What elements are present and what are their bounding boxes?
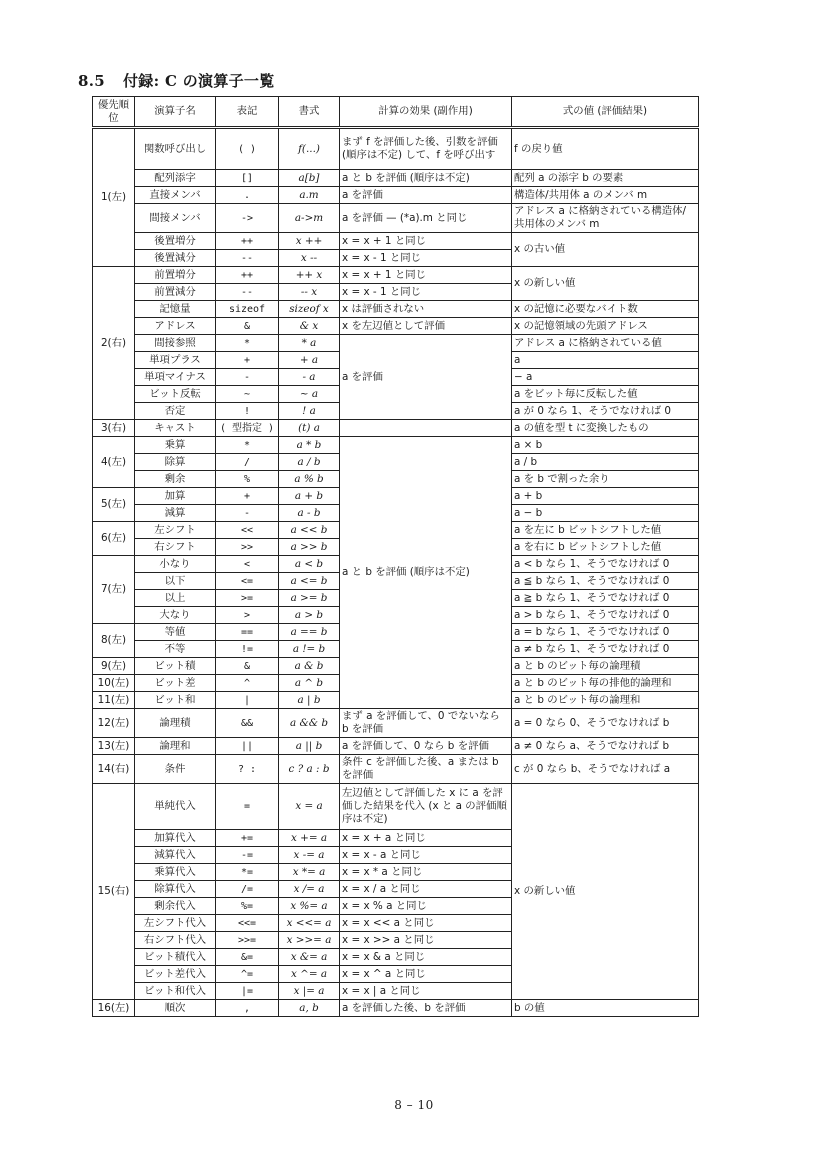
operator-form-cell: x *= a bbox=[279, 864, 340, 881]
operator-name-cell: ビット和代入 bbox=[135, 983, 216, 1000]
operator-name-cell: 等値 bbox=[135, 624, 216, 641]
table-row bbox=[93, 170, 699, 187]
section-title: 付録: C の演算子一覧 bbox=[123, 72, 275, 90]
operator-form-cell: a & b bbox=[279, 658, 340, 675]
operator-form-cell: sizeof x bbox=[279, 301, 340, 318]
operator-symbol-cell: -- bbox=[216, 250, 279, 267]
effect-cell: x は評価されない bbox=[340, 301, 512, 318]
value-cell: a を b で割った余り bbox=[512, 471, 699, 488]
operator-name-cell: ビット差 bbox=[135, 675, 216, 692]
value-cell: a ≠ 0 なら a、そうでなければ b bbox=[512, 738, 699, 755]
effect-cell: a と b を評価 (順序は不定) bbox=[340, 170, 512, 187]
value-cell: a と b のビット毎の論理和 bbox=[512, 692, 699, 709]
operator-form-cell: ~ a bbox=[279, 386, 340, 403]
value-cell: c が 0 なら b、そうでなければ a bbox=[512, 755, 699, 784]
value-cell: x の新しい値 bbox=[512, 784, 699, 1000]
table-row bbox=[93, 187, 699, 204]
operator-name-cell: 前置減分 bbox=[135, 284, 216, 301]
table-row bbox=[93, 301, 699, 318]
operator-form-cell: * a bbox=[279, 335, 340, 352]
operator-form-cell: a || b bbox=[279, 738, 340, 755]
operator-name-cell: 単純代入 bbox=[135, 784, 216, 830]
operator-form-cell: a << b bbox=[279, 522, 340, 539]
effect-cell: a を評価して、0 なら b を評価 bbox=[340, 738, 512, 755]
operator-form-cell: a >> b bbox=[279, 539, 340, 556]
operator-symbol-cell: ^ bbox=[216, 675, 279, 692]
operator-symbol-cell: & bbox=[216, 318, 279, 335]
operator-name-cell: 配列添字 bbox=[135, 170, 216, 187]
operator-form-cell: a * b bbox=[279, 437, 340, 454]
operator-symbol-cell: &= bbox=[216, 949, 279, 966]
value-cell: a < b なら 1、そうでなければ 0 bbox=[512, 556, 699, 573]
operator-symbol-cell: , bbox=[216, 1000, 279, 1017]
effect-cell: a を評価した後、b を評価 bbox=[340, 1000, 512, 1017]
operator-name-cell: 後置減分 bbox=[135, 250, 216, 267]
effect-cell: a を評価 bbox=[340, 187, 512, 204]
operator-form-cell: x |= a bbox=[279, 983, 340, 1000]
effect-cell: x = x + a と同じ bbox=[340, 830, 512, 847]
precedence-cell: 7(左) bbox=[93, 556, 135, 624]
effect-cell: a を評価 — (*a).m と同じ bbox=[340, 204, 512, 233]
operator-symbol-cell: * bbox=[216, 437, 279, 454]
table-row bbox=[93, 709, 699, 738]
operator-form-cell: x >>= a bbox=[279, 932, 340, 949]
value-cell: a + b bbox=[512, 488, 699, 505]
operator-name-cell: 関数呼び出し bbox=[135, 128, 216, 170]
precedence-cell: 5(左) bbox=[93, 488, 135, 522]
operator-form-cell: a >= b bbox=[279, 590, 340, 607]
operator-form-cell: a + b bbox=[279, 488, 340, 505]
operator-name-cell: アドレス bbox=[135, 318, 216, 335]
value-cell: x の記憶に必要なバイト数 bbox=[512, 301, 699, 318]
value-cell: a = 0 なら 0、そうでなければ b bbox=[512, 709, 699, 738]
value-cell: a を右に b ビットシフトした値 bbox=[512, 539, 699, 556]
operator-symbol-cell: += bbox=[216, 830, 279, 847]
operator-symbol-cell: != bbox=[216, 641, 279, 658]
operator-name-cell: 前置増分 bbox=[135, 267, 216, 284]
operator-name-cell: 左シフト代入 bbox=[135, 915, 216, 932]
effect-cell: x = x + 1 と同じ bbox=[340, 233, 512, 250]
operator-name-cell: ビット積代入 bbox=[135, 949, 216, 966]
table-row bbox=[93, 1000, 699, 1017]
operator-name-cell: 減算 bbox=[135, 505, 216, 522]
table-row bbox=[93, 784, 699, 830]
operator-name-cell: 大なり bbox=[135, 607, 216, 624]
operator-symbol-cell: ( ) bbox=[216, 128, 279, 170]
effect-cell: x = x * a と同じ bbox=[340, 864, 512, 881]
operator-form-cell: - a bbox=[279, 369, 340, 386]
precedence-cell: 2(右) bbox=[93, 267, 135, 420]
operator-name-cell: キャスト bbox=[135, 420, 216, 437]
operator-form-cell: (t) a bbox=[279, 420, 340, 437]
effect-cell: まず a を評価して、0 でないなら b を評価 bbox=[340, 709, 512, 738]
operator-name-cell: 左シフト bbox=[135, 522, 216, 539]
precedence-cell: 4(左) bbox=[93, 437, 135, 488]
operator-symbol-cell: - bbox=[216, 505, 279, 522]
operator-name-cell: 右シフト bbox=[135, 539, 216, 556]
operator-symbol-cell: /= bbox=[216, 881, 279, 898]
operator-symbol-cell: || bbox=[216, 738, 279, 755]
operator-form-cell: a > b bbox=[279, 607, 340, 624]
operator-name-cell: 剰余代入 bbox=[135, 898, 216, 915]
operator-form-cell: a.m bbox=[279, 187, 340, 204]
operator-form-cell: x <<= a bbox=[279, 915, 340, 932]
operator-symbol-cell: - bbox=[216, 369, 279, 386]
operator-form-cell: a != b bbox=[279, 641, 340, 658]
operator-symbol-cell: *= bbox=[216, 864, 279, 881]
value-cell: a が 0 なら 1、そうでなければ 0 bbox=[512, 403, 699, 420]
operator-table bbox=[92, 96, 699, 1017]
operator-name-cell: 以上 bbox=[135, 590, 216, 607]
operator-name-cell: 右シフト代入 bbox=[135, 932, 216, 949]
effect-cell: x = x % a と同じ bbox=[340, 898, 512, 915]
operator-symbol-cell: -= bbox=[216, 847, 279, 864]
operator-form-cell: + a bbox=[279, 352, 340, 369]
operator-symbol-cell: + bbox=[216, 488, 279, 505]
header-symbol: 表記 bbox=[216, 97, 279, 128]
operator-symbol-cell: >>= bbox=[216, 932, 279, 949]
value-cell: b の値 bbox=[512, 1000, 699, 1017]
value-cell: a ≦ b なら 1、そうでなければ 0 bbox=[512, 573, 699, 590]
operator-symbol-cell: ~ bbox=[216, 386, 279, 403]
effect-cell bbox=[340, 420, 512, 437]
operator-name-cell: 否定 bbox=[135, 403, 216, 420]
effect-cell: 条件 c を評価した後、a または b を評価 bbox=[340, 755, 512, 784]
table-row bbox=[93, 335, 699, 352]
operator-name-cell: ビット差代入 bbox=[135, 966, 216, 983]
value-cell: f の戻り値 bbox=[512, 128, 699, 170]
operator-form-cell: a <= b bbox=[279, 573, 340, 590]
header-precedence: 優先順位 bbox=[93, 97, 135, 128]
operator-name-cell: 単項マイナス bbox=[135, 369, 216, 386]
operator-symbol-cell: ( 型指定 ) bbox=[216, 420, 279, 437]
precedence-cell: 6(左) bbox=[93, 522, 135, 556]
operator-symbol-cell: % bbox=[216, 471, 279, 488]
table-row bbox=[93, 128, 699, 170]
table-row bbox=[93, 318, 699, 335]
header-value: 式の値 (評価結果) bbox=[512, 97, 699, 128]
operator-symbol-cell: = bbox=[216, 784, 279, 830]
effect-cell: x = x << a と同じ bbox=[340, 915, 512, 932]
page-number: 8 – 10 bbox=[394, 1098, 434, 1112]
operator-form-cell: f(...) bbox=[279, 128, 340, 170]
operator-form-cell: -- x bbox=[279, 284, 340, 301]
value-cell: 構造体/共用体 a のメンバ m bbox=[512, 187, 699, 204]
operator-form-cell: x = a bbox=[279, 784, 340, 830]
effect-cell: x = x ^ a と同じ bbox=[340, 966, 512, 983]
operator-name-cell: 間接メンバ bbox=[135, 204, 216, 233]
value-cell: 配列 a の添字 b の要素 bbox=[512, 170, 699, 187]
value-cell: アドレス a に格納されている値 bbox=[512, 335, 699, 352]
operator-form-cell: x -= a bbox=[279, 847, 340, 864]
value-cell: a × b bbox=[512, 437, 699, 454]
operator-name-cell: 加算 bbox=[135, 488, 216, 505]
operator-name-cell: 乗算代入 bbox=[135, 864, 216, 881]
operator-symbol-cell: [] bbox=[216, 170, 279, 187]
operator-form-cell: a - b bbox=[279, 505, 340, 522]
operator-name-cell: ビット和 bbox=[135, 692, 216, 709]
table-row bbox=[93, 755, 699, 784]
operator-form-cell: x %= a bbox=[279, 898, 340, 915]
precedence-cell: 11(左) bbox=[93, 692, 135, 709]
table-row bbox=[93, 233, 699, 250]
table-row bbox=[93, 267, 699, 284]
operator-form-cell: x /= a bbox=[279, 881, 340, 898]
effect-cell: x = x | a と同じ bbox=[340, 983, 512, 1000]
effect-cell: x = x + 1 と同じ bbox=[340, 267, 512, 284]
operator-name-cell: 直接メンバ bbox=[135, 187, 216, 204]
operator-name-cell: ビット反転 bbox=[135, 386, 216, 403]
operator-name-cell: 剰余 bbox=[135, 471, 216, 488]
operator-name-cell: 後置増分 bbox=[135, 233, 216, 250]
operator-name-cell: 除算代入 bbox=[135, 881, 216, 898]
operator-form-cell: x += a bbox=[279, 830, 340, 847]
operator-name-cell: ビット積 bbox=[135, 658, 216, 675]
operator-name-cell: 以下 bbox=[135, 573, 216, 590]
operator-form-cell: x &= a bbox=[279, 949, 340, 966]
precedence-cell: 13(左) bbox=[93, 738, 135, 755]
operator-symbol-cell: ^= bbox=[216, 966, 279, 983]
operator-name-cell: 単項プラス bbox=[135, 352, 216, 369]
precedence-cell: 3(右) bbox=[93, 420, 135, 437]
value-cell: a / b bbox=[512, 454, 699, 471]
operator-form-cell: a == b bbox=[279, 624, 340, 641]
operator-symbol-cell: < bbox=[216, 556, 279, 573]
table-header-row bbox=[93, 97, 699, 128]
operator-form-cell: a && b bbox=[279, 709, 340, 738]
operator-name-cell: 減算代入 bbox=[135, 847, 216, 864]
operator-symbol-cell: %= bbox=[216, 898, 279, 915]
operator-name-cell: 乗算 bbox=[135, 437, 216, 454]
value-cell: x の新しい値 bbox=[512, 267, 699, 301]
value-cell: x の古い値 bbox=[512, 233, 699, 267]
precedence-cell: 1(左) bbox=[93, 128, 135, 267]
operator-form-cell: a ^ b bbox=[279, 675, 340, 692]
header-effect: 計算の効果 (副作用) bbox=[340, 97, 512, 128]
header-form: 書式 bbox=[279, 97, 340, 128]
operator-symbol-cell: |= bbox=[216, 983, 279, 1000]
operator-name-cell: 記憶量 bbox=[135, 301, 216, 318]
precedence-cell: 9(左) bbox=[93, 658, 135, 675]
table-body bbox=[93, 128, 699, 1017]
operator-form-cell: x -- bbox=[279, 250, 340, 267]
operator-form-cell: ! a bbox=[279, 403, 340, 420]
operator-symbol-cell: -> bbox=[216, 204, 279, 233]
value-cell: a を左に b ビットシフトした値 bbox=[512, 522, 699, 539]
operator-symbol-cell: & bbox=[216, 658, 279, 675]
operator-form-cell: & x bbox=[279, 318, 340, 335]
operator-symbol-cell: <= bbox=[216, 573, 279, 590]
precedence-cell: 10(左) bbox=[93, 675, 135, 692]
operator-form-cell: x ++ bbox=[279, 233, 340, 250]
operator-form-cell: a / b bbox=[279, 454, 340, 471]
operator-symbol-cell: -- bbox=[216, 284, 279, 301]
precedence-cell: 15(右) bbox=[93, 784, 135, 1000]
value-cell: a = b なら 1、そうでなければ 0 bbox=[512, 624, 699, 641]
effect-cell: まず f を評価した後、引数を評価 (順序は不定) して、f を呼び出す bbox=[340, 128, 512, 170]
value-cell: a と b のビット毎の排他的論理和 bbox=[512, 675, 699, 692]
operator-symbol-cell: == bbox=[216, 624, 279, 641]
operator-name-cell: 順次 bbox=[135, 1000, 216, 1017]
operator-form-cell: x ^= a bbox=[279, 966, 340, 983]
operator-symbol-cell: << bbox=[216, 522, 279, 539]
section-heading bbox=[78, 70, 275, 91]
operator-form-cell: a | b bbox=[279, 692, 340, 709]
precedence-cell: 8(左) bbox=[93, 624, 135, 658]
effect-cell: x = x / a と同じ bbox=[340, 881, 512, 898]
value-cell: a ≧ b なら 1、そうでなければ 0 bbox=[512, 590, 699, 607]
operator-symbol-cell: > bbox=[216, 607, 279, 624]
value-cell: a > b なら 1、そうでなければ 0 bbox=[512, 607, 699, 624]
operator-symbol-cell: >> bbox=[216, 539, 279, 556]
value-cell: − a bbox=[512, 369, 699, 386]
operator-name-cell: 不等 bbox=[135, 641, 216, 658]
operator-name-cell: 論理積 bbox=[135, 709, 216, 738]
operator-symbol-cell: + bbox=[216, 352, 279, 369]
operator-name-cell: 間接参照 bbox=[135, 335, 216, 352]
operator-symbol-cell: ++ bbox=[216, 233, 279, 250]
table-row bbox=[93, 204, 699, 233]
effect-cell: a を評価 bbox=[340, 335, 512, 420]
table-row bbox=[93, 420, 699, 437]
value-cell: a − b bbox=[512, 505, 699, 522]
operator-symbol-cell: ! bbox=[216, 403, 279, 420]
section-number: 8.5 bbox=[78, 72, 105, 90]
operator-symbol-cell: * bbox=[216, 335, 279, 352]
effect-cell: x = x & a と同じ bbox=[340, 949, 512, 966]
effect-cell: x = x - 1 と同じ bbox=[340, 284, 512, 301]
precedence-cell: 14(右) bbox=[93, 755, 135, 784]
value-cell: x の記憶領域の先頭アドレス bbox=[512, 318, 699, 335]
value-cell: a の値を型 t に変換したもの bbox=[512, 420, 699, 437]
operator-symbol-cell: ++ bbox=[216, 267, 279, 284]
operator-form-cell: a, b bbox=[279, 1000, 340, 1017]
value-cell: a と b のビット毎の論理積 bbox=[512, 658, 699, 675]
operator-form-cell: ++ x bbox=[279, 267, 340, 284]
operator-symbol-cell: ? : bbox=[216, 755, 279, 784]
operator-name-cell: 論理和 bbox=[135, 738, 216, 755]
value-cell: a bbox=[512, 352, 699, 369]
operator-symbol-cell: <<= bbox=[216, 915, 279, 932]
precedence-cell: 16(左) bbox=[93, 1000, 135, 1017]
value-cell: a をビット毎に反転した値 bbox=[512, 386, 699, 403]
operator-name-cell: 条件 bbox=[135, 755, 216, 784]
operator-form-cell: a->m bbox=[279, 204, 340, 233]
effect-cell: x = x - a と同じ bbox=[340, 847, 512, 864]
operator-symbol-cell: | bbox=[216, 692, 279, 709]
effect-cell: x を左辺値として評価 bbox=[340, 318, 512, 335]
operator-symbol-cell: && bbox=[216, 709, 279, 738]
operator-symbol-cell: >= bbox=[216, 590, 279, 607]
effect-cell: x = x >> a と同じ bbox=[340, 932, 512, 949]
operator-form-cell: a[b] bbox=[279, 170, 340, 187]
precedence-cell: 12(左) bbox=[93, 709, 135, 738]
table-row bbox=[93, 738, 699, 755]
operator-symbol-cell: . bbox=[216, 187, 279, 204]
effect-cell: 左辺値として評価した x に a を評価した結果を代入 (x と a の評価順序は不定) bbox=[340, 784, 512, 830]
operator-name-cell: 除算 bbox=[135, 454, 216, 471]
operator-form-cell: a % b bbox=[279, 471, 340, 488]
header-operator-name: 演算子名 bbox=[135, 97, 216, 128]
value-cell: アドレス a に格納されている構造体/共用体のメンバ m bbox=[512, 204, 699, 233]
effect-cell: x = x - 1 と同じ bbox=[340, 250, 512, 267]
operator-form-cell: a < b bbox=[279, 556, 340, 573]
operator-symbol-cell: sizeof bbox=[216, 301, 279, 318]
value-cell: a ≠ b なら 1、そうでなければ 0 bbox=[512, 641, 699, 658]
operator-name-cell: 加算代入 bbox=[135, 830, 216, 847]
operator-name-cell: 小なり bbox=[135, 556, 216, 573]
table-row bbox=[93, 437, 699, 454]
operator-symbol-cell: / bbox=[216, 454, 279, 471]
effect-cell: a と b を評価 (順序は不定) bbox=[340, 437, 512, 709]
operator-form-cell: c ? a : b bbox=[279, 755, 340, 784]
